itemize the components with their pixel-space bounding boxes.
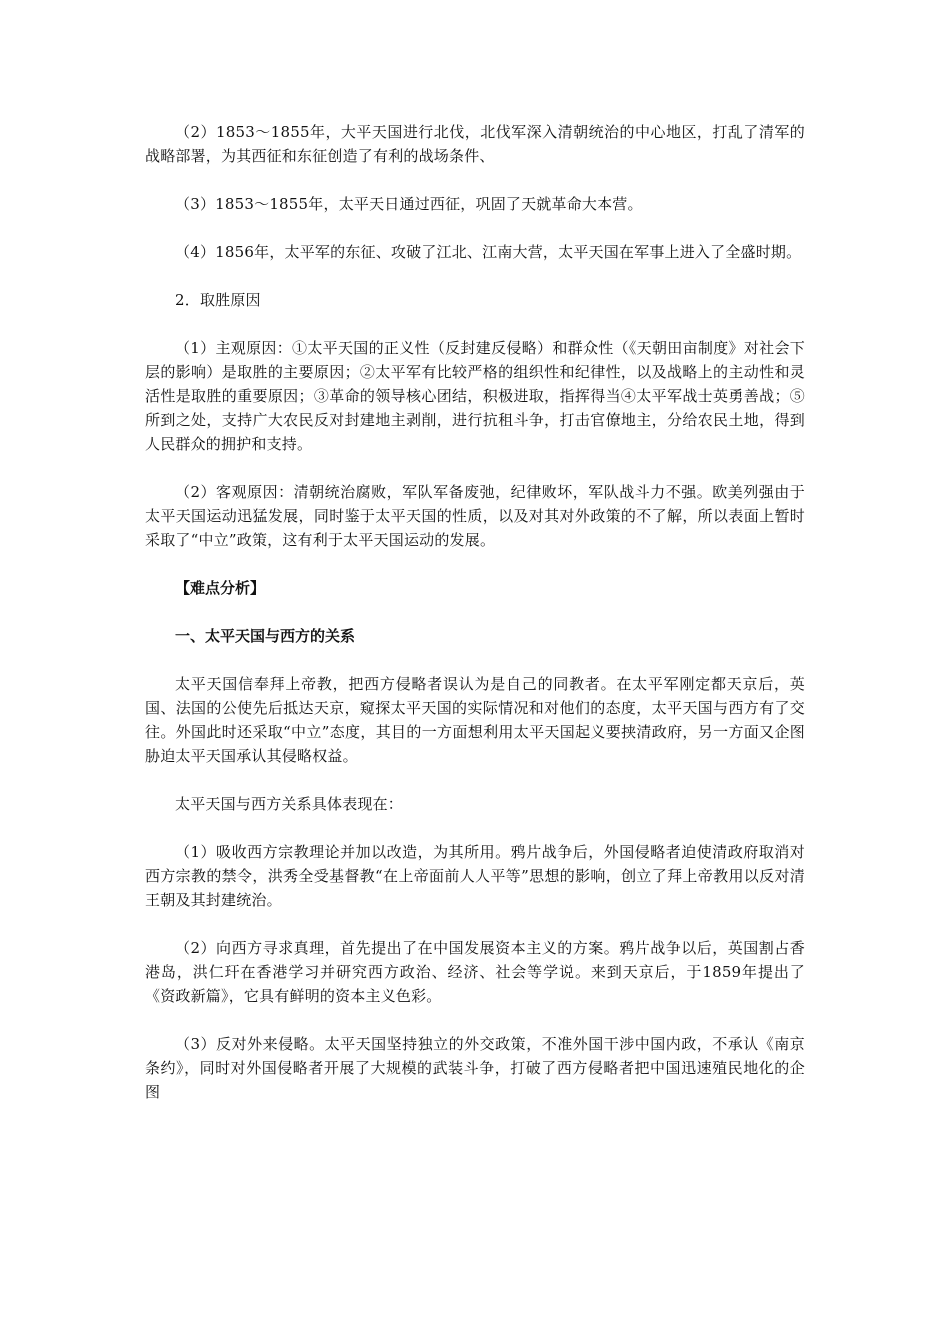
heading-taiping-and-west: 一、太平天国与西方的关系 — [175, 627, 356, 645]
paragraph-eastern-expedition: （4）1856年，太平军的东征、攻破了江北、江南大营，太平天国在军事上进入了全盛时期。 — [175, 243, 802, 261]
heading-difficulty-analysis: 【难点分析】 — [175, 579, 266, 597]
paragraph-seeking-truth: （2）向西方寻求真理，首先提出了在中国发展资本主义的方案。鸦片战争以后，英国割占香港岛，洪仁玕在香港学习并研究西方政治、经济、社会等学说。来到天京后，于1859年提出了《资政新篇》，它具有鲜明的资本主义色彩。 — [145, 939, 805, 1005]
paragraph-relations-manifestations: 太平天国与西方关系具体表现在： — [175, 795, 404, 813]
section-title-reasons-for-victory: 2．取胜原因 — [175, 291, 261, 309]
paragraph-anti-aggression: （3）反对外来侵略。太平天国坚持独立的外交政策，不准外国干涉中国内政，不承认《南京条约》，同时对外国侵略者开展了大规模的武装斗争，打破了西方侵略者把中国迅速殖民地化的企图 — [145, 1035, 805, 1101]
paragraph-western-expedition: （3）1853～1855年，太平天日通过西征，巩固了天就革命大本营。 — [175, 195, 643, 213]
paragraph-northern-expedition: （2）1853～1855年，大平天国进行北伐，北伐军深入清朝统治的中心地区，打乱了清军的战略部署，为其西征和东征创造了有利的战场条件、 — [145, 123, 805, 165]
paragraph-subjective-reasons: （1）主观原因：①太平天国的正义性（反封建反侵略）和群众性（《天朝田亩制度》对社会下层的影响）是取胜的主要原因；②太平军有比较严格的组织性和纪律性，以及战略上的主动性和灵活性是取胜的重要原因；③革命的领导核心团结，积极进取，指挥得当④太平军战士英勇善战；⑤所到之处，支持广大农民反对封建地主剥削，进行抗租斗争，打击官僚地主，分给农民土地，得到人民群众的拥护和支持。 — [145, 339, 805, 453]
paragraph-relations-intro: 太平天国信奉拜上帝教，把西方侵略者误认为是自己的同教者。在太平军刚定都天京后，英国、法国的公使先后抵达天京，窥探太平天国的实际情况和对他们的态度，太平天国与西方有了交往。外国此时还采取“中立”态度，其目的一方面想利用太平天国起义要挟清政府，另一方面又企图胁迫太平天国承认其侵略权益。 — [145, 675, 805, 765]
document-body — [145, 120, 805, 1128]
paragraph-objective-reasons: （2）客观原因：清朝统治腐败，军队军备废弛，纪律败坏，军队战斗力不强。欧美列强由于太平天国运动迅猛发展，同时鉴于太平天国的性质，以及对其对外政策的不了解，所以表面上暂时采取了“中立”政策，这有利于太平天国运动的发展。 — [145, 483, 805, 549]
paragraph-religion: （1）吸收西方宗教理论并加以改造，为其所用。鸦片战争后，外国侵略者迫使清政府取消对西方宗教的禁令，洪秀全受基督教“在上帝面前人人平等”思想的影响，创立了拜上帝教用以反对清王朝及其封建统治。 — [145, 843, 805, 909]
